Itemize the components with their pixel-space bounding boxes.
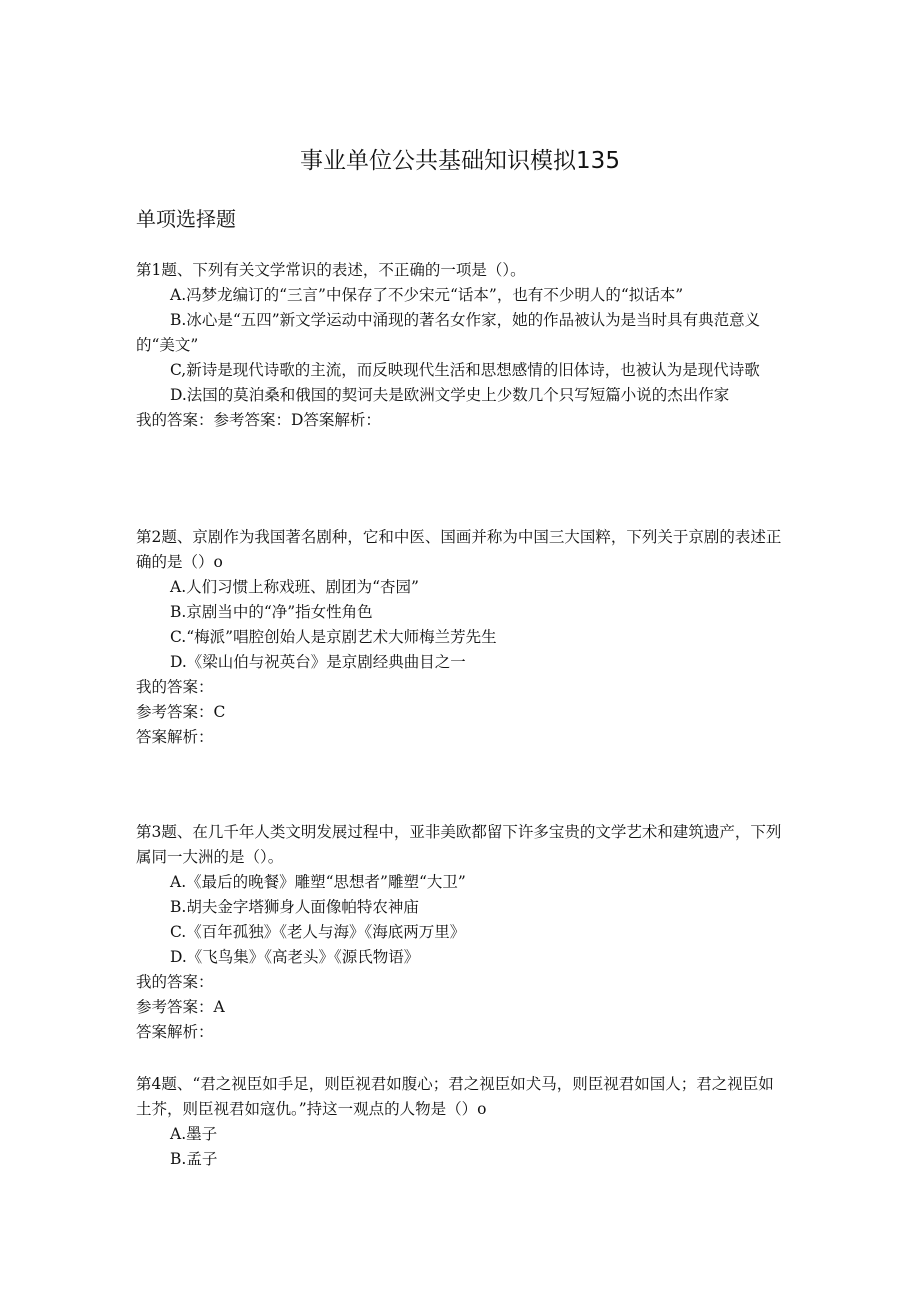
reference-answer: 参考答案：C <box>136 703 226 721</box>
option-b: B.冰心是“五四”新文学运动中涌现的著名女作家，她的作品被认为是当时具有典范意义的“美文” <box>136 311 761 354</box>
option-a: A.《最后的晚餐》雕塑“思想者”雕塑“大卫” <box>170 873 466 891</box>
option-d: D.《飞鸟集》《高老头》《源氏物语》 <box>170 948 420 966</box>
option-a: A.冯梦龙编订的“三言”中保存了不少宋元“话本”，也有不少明人的“拟话本” <box>170 286 684 304</box>
option-b: B.胡夫金字塔狮身人面像帕特农神庙 <box>170 898 419 916</box>
option-a: A.墨子 <box>170 1125 218 1143</box>
option-b: B.孟子 <box>170 1150 218 1168</box>
answer-analysis: 答案解析： <box>136 728 214 746</box>
question-stem: 第1题、下列有关文学常识的表述，不正确的一项是（）。 <box>136 261 526 279</box>
option-d: D.《梁山伯与祝英台》是京剧经典曲目之一 <box>170 653 466 671</box>
page-title: 事业单位公共基础知识模拟135 <box>300 148 620 174</box>
question-stem: 第3题、在几千年人类文明发展过程中，亚非美欧都留下许多宝贵的文学艺术和建筑遗产，下列属同一大洲的是（）。 <box>136 823 782 866</box>
question-stem: 第2题、京剧作为我国著名剧种，它和中医、国画并称为中国三大国粹，下列关于京剧的表述正确的是（）o <box>136 528 782 571</box>
question-stem: 第4题、“君之视臣如手足，则臣视君如腹心；君之视臣如犬马，则臣视君如国人；君之视臣如土芥，则臣视君如寇仇。”持这一观点的人物是（）o <box>136 1075 774 1118</box>
reference-answer: 参考答案：A <box>136 998 225 1016</box>
question-1 <box>136 258 786 433</box>
option-c: C.《百年孤独》《老人与海》《海底两万里》 <box>170 923 466 941</box>
question-4 <box>136 1072 786 1172</box>
option-c: C.“梅派”唱腔创始人是京剧艺术大师梅兰芳先生 <box>170 628 497 646</box>
my-answer: 我的答案： <box>136 973 214 991</box>
answer-line: 我的答案：参考答案：D答案解析： <box>136 411 381 429</box>
section-heading: 单项选择题 <box>136 207 236 231</box>
option-c: C,新诗是现代诗歌的主流，而反映现代生活和思想感情的旧体诗，也被认为是现代诗歌 <box>170 361 760 379</box>
option-a: A.人们习惯上称戏班、剧团为“杏园” <box>170 578 419 596</box>
question-3 <box>136 820 786 1045</box>
question-2 <box>136 525 786 750</box>
answer-analysis: 答案解析： <box>136 1023 214 1041</box>
option-b: B.京剧当中的“净”指女性角色 <box>170 603 373 621</box>
my-answer: 我的答案： <box>136 678 214 696</box>
option-d: D.法国的莫泊桑和俄国的契诃夫是欧洲文学史上少数几个只写短篇小说的杰出作家 <box>170 386 730 404</box>
